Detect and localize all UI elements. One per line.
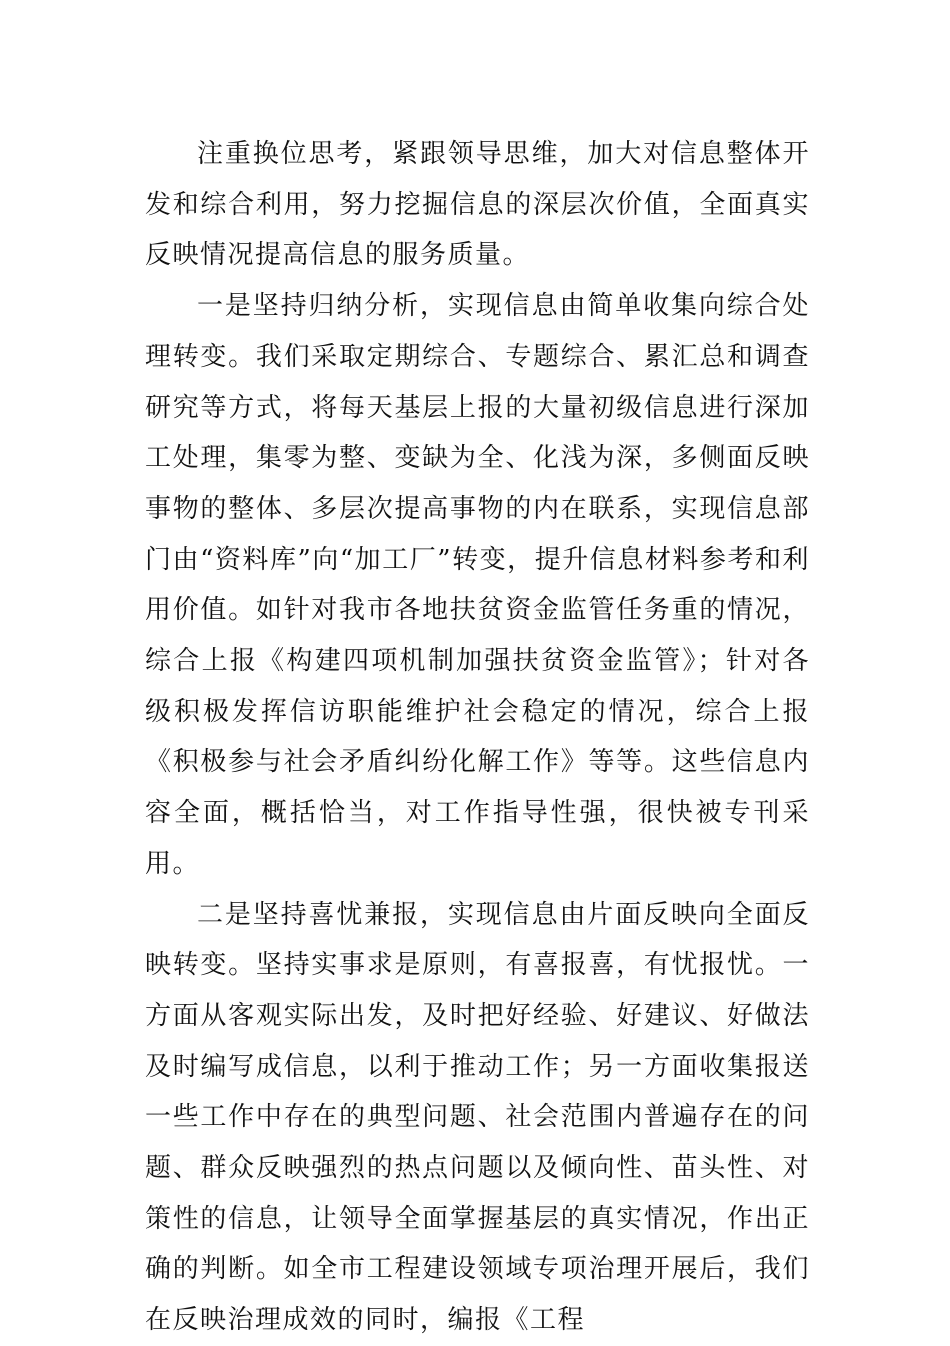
paragraph-intro: 注重换位思考，紧跟领导思维，加大对信息整体开发和综合利用，努力挖掘信息的深层次价值，全面真实反映情况提高信息的服务质量。 xyxy=(145,139,810,271)
paragraph-point-one: 一是坚持归纳分析，实现信息由简单收集向综合处理转变。我们采取定期综合、专题综合、累汇总和调查研究等方式，将每天基层上报的大量初级信息进行深加工处理，集零为整、变缺为全、化浅为深，多侧面反映事物的整体、多层次提高事物的内在联系，实现信息部门由“资料库”向“加工厂”转变，提升信息材料参考和利用价值。如针对我市各地扶贫资金监管任务重的情况，综合上报《构建四项机制加强扶贫资金监管》；针对各级积极发挥信访职能维护社会稳定的情况，综合上报《积极参与社会矛盾纠纷化解工作》等等。这些信息内容全面，概括恰当，对工作指导性强，很快被专刊采用。 xyxy=(145,291,810,879)
document-body xyxy=(145,129,810,1346)
paragraph-point-two: 二是坚持喜忧兼报，实现信息由片面反映向全面反映转变。坚持实事求是原则，有喜报喜，有忧报忧。一方面从客观实际出发，及时把好经验、好建议、好做法及时编写成信息，以利于推动工作；另一方面收集报送一些工作中存在的典型问题、社会范围内普遍存在的问题、群众反映强烈的热点问题以及倾向性、苗头性、对策性的信息，让领导全面掌握基层的真实情况，作出正确的判断。如全市工程建设领域专项治理开展后，我们在反映治理成效的同时，编报《工程 xyxy=(145,899,810,1336)
